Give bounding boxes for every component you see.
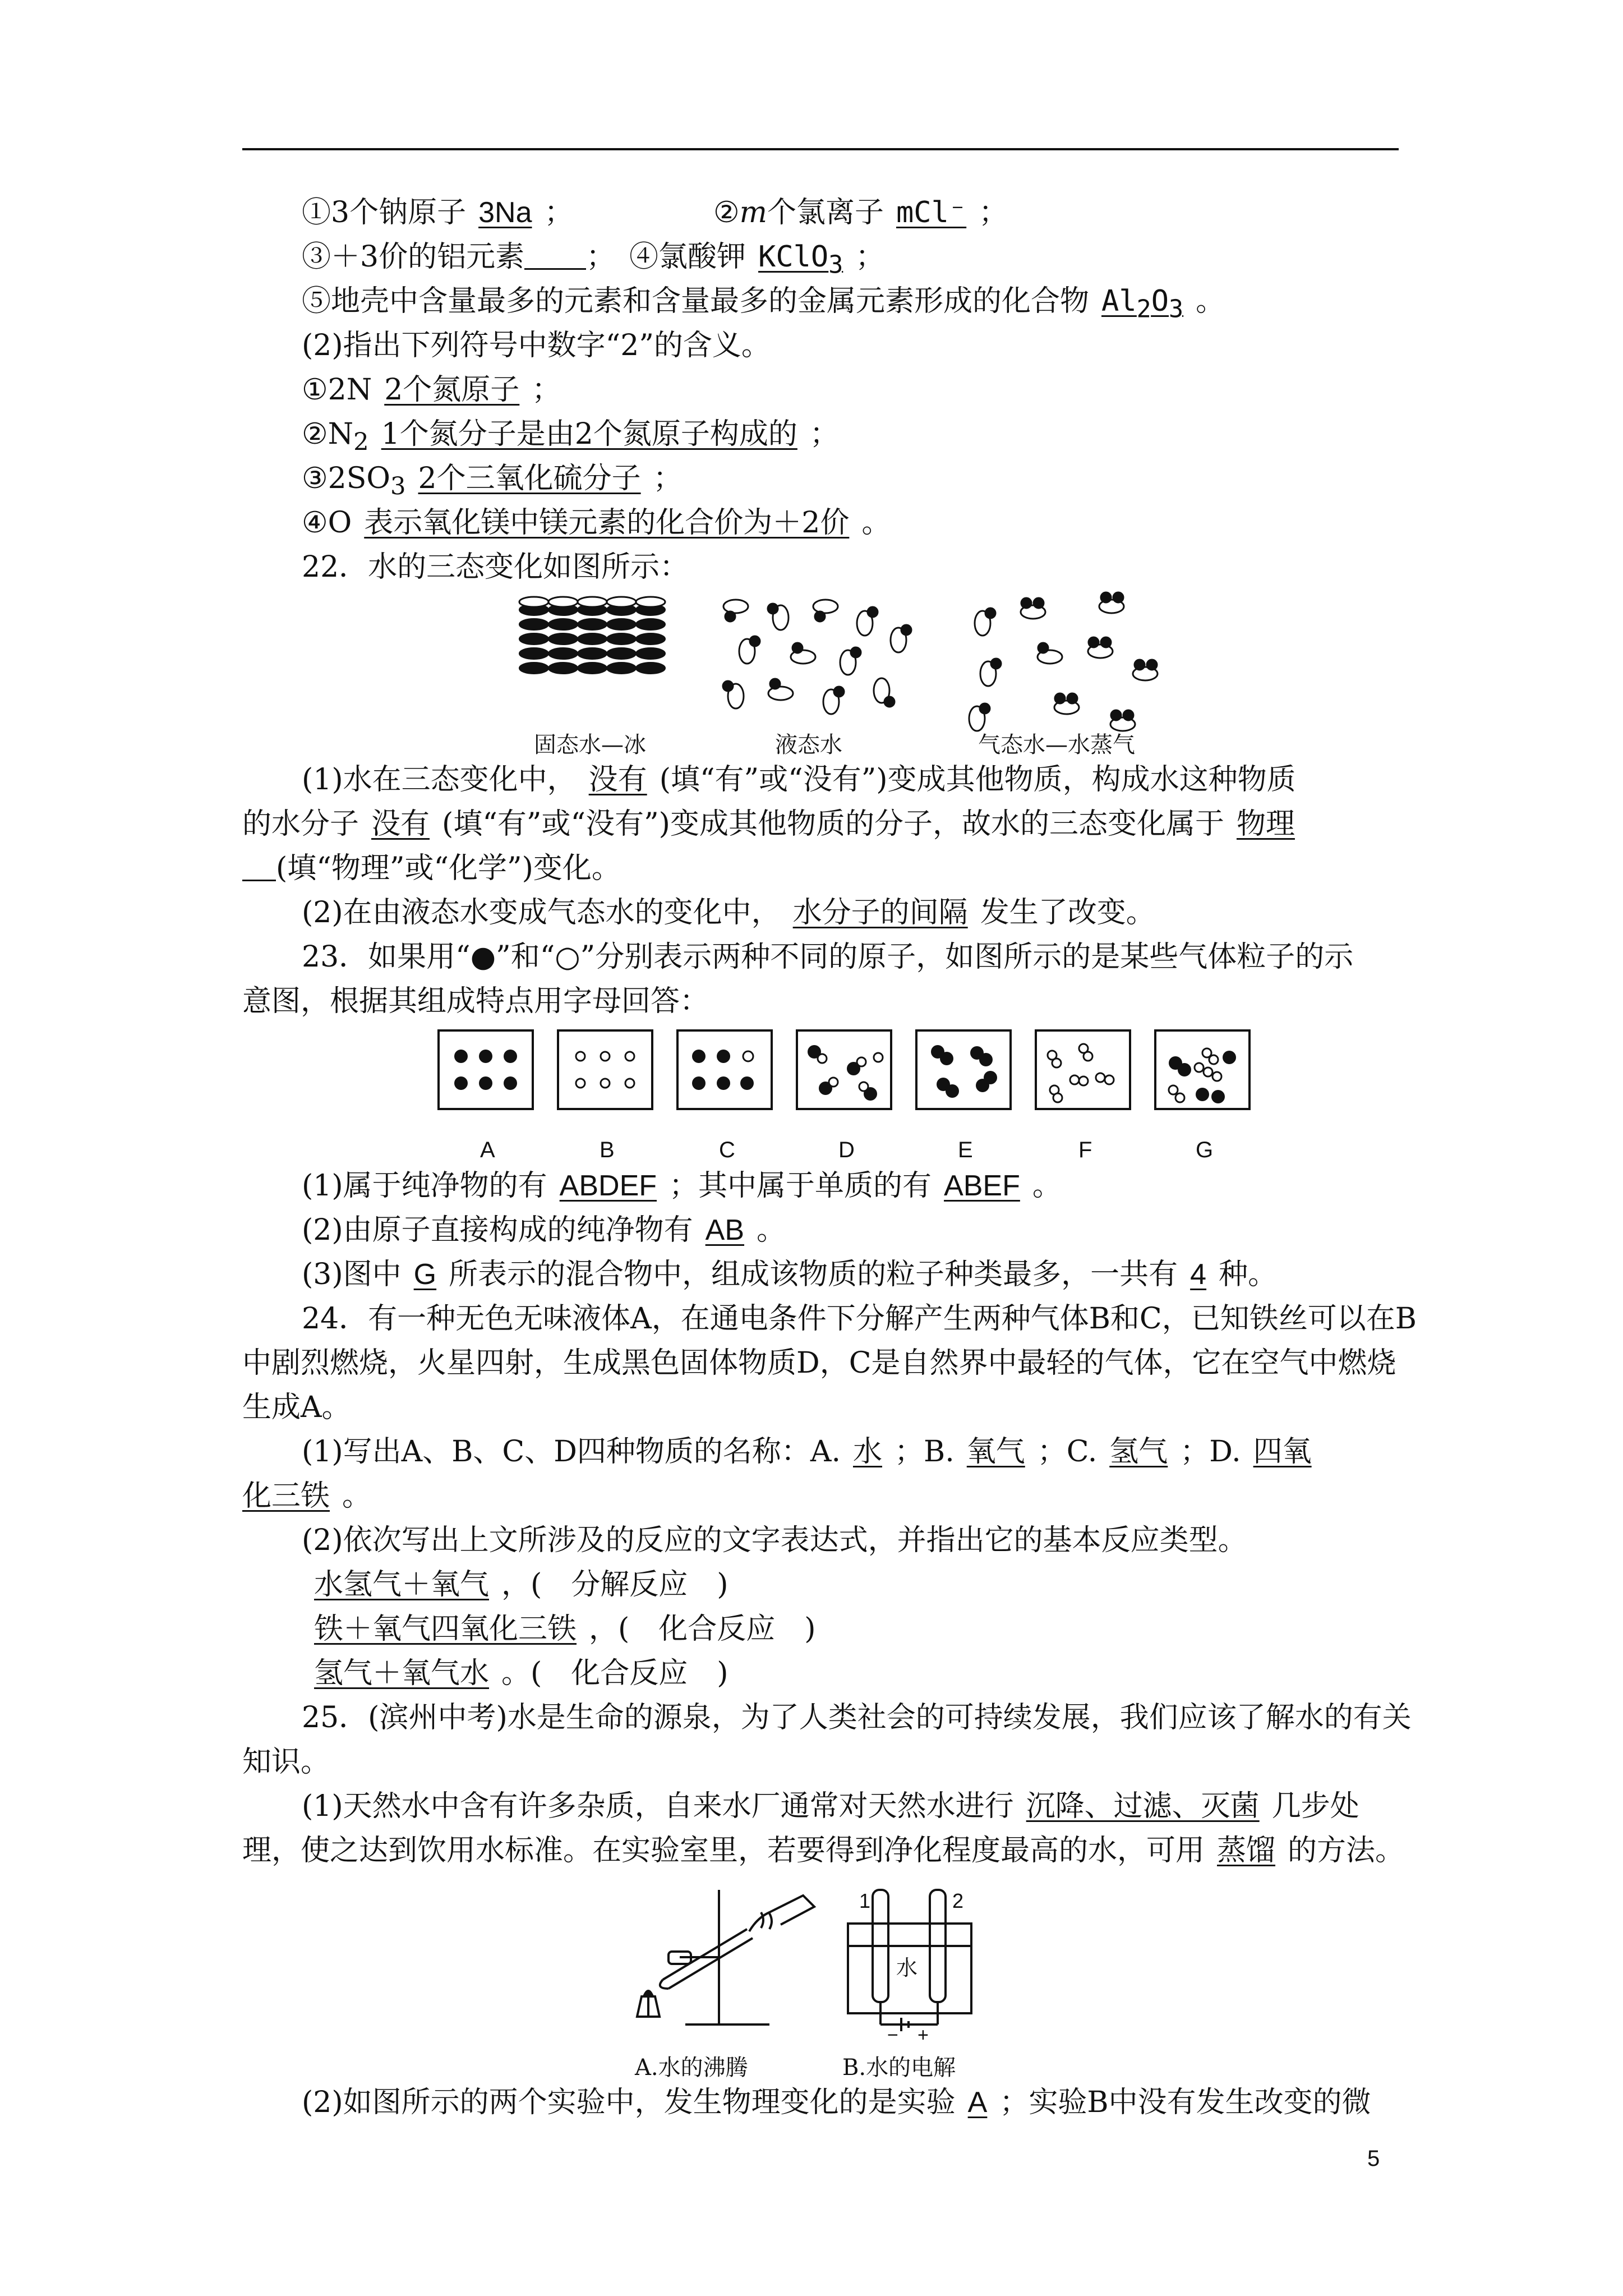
q24-reaction-2	[242, 1607, 1399, 1651]
answer-blank: 没有	[371, 807, 430, 841]
symbol: ①2N	[302, 373, 372, 407]
question-stem: 意图，根据其组成特点用字母回答：	[242, 984, 709, 1018]
formula-part: Al	[1101, 284, 1137, 318]
solid-water-molecules	[519, 597, 665, 674]
q21-line-5	[242, 368, 1399, 412]
box-c	[677, 1030, 772, 1109]
caption-electrolysis: B.水的电解	[842, 2055, 956, 2081]
subscript: 3	[1169, 295, 1184, 324]
q21-item-5: ⑤地壳中含量最多的元素和含量最多的金属元素形成的化合物	[302, 284, 1090, 318]
positive-terminal: +	[917, 2024, 929, 2046]
q21-line-8	[242, 501, 1399, 545]
reaction-type: ，( 化合反应 )	[589, 1612, 816, 1646]
boiling-apparatus	[637, 1890, 814, 2024]
gas-water-molecules	[969, 592, 1158, 731]
punct: ；	[855, 240, 885, 274]
answer-blank: 3Na	[478, 196, 532, 229]
punct: ；	[979, 196, 1008, 229]
answer-blank: 沉降、过滤、灭菌	[1026, 1789, 1260, 1823]
q23-answer-3	[242, 1253, 1399, 1297]
particle-boxes-figure	[242, 1024, 1399, 1164]
answer-blank: G	[413, 1258, 437, 1291]
q23-answer-1	[242, 1164, 1399, 1208]
question-stem: 知识。	[242, 1745, 330, 1779]
q22-answer-2	[242, 891, 1399, 935]
text: 。	[1032, 1169, 1062, 1203]
text: 理，使之达到饮用水标准。在实验室里，若要得到净化程度最高的水，可用	[242, 1834, 1205, 1867]
q21-item-3: ③＋3价的铝元素	[302, 240, 525, 274]
text: (2)在由液态水变成气态水的变化中，	[302, 896, 781, 930]
q24-stem-3	[242, 1386, 1399, 1430]
text: ；B.	[895, 1435, 955, 1469]
q21-item-1: ①3个钠原子	[302, 196, 467, 229]
text: 。	[757, 1213, 786, 1247]
label-f: F	[1078, 1138, 1092, 1162]
empty-answer-blank	[524, 243, 586, 270]
text: 的方法。	[1288, 1834, 1405, 1867]
caption-boiling: A.水的沸腾	[635, 2055, 748, 2081]
subscript: 3	[828, 251, 843, 279]
text: ；C.	[1037, 1435, 1098, 1469]
tube-label-1: 1	[859, 1889, 871, 1912]
answer-blank	[1089, 284, 1196, 324]
reaction-type: 。( 化合反应 )	[501, 1657, 728, 1690]
formula-part: O	[1151, 284, 1169, 318]
q22-answer-1b	[242, 802, 1399, 846]
answer-blank: 氢气	[1109, 1435, 1168, 1469]
tube-label-2: 2	[952, 1889, 964, 1912]
caption-solid: 固态水—冰	[534, 732, 646, 758]
text: (1)写出A、B、C、D四种物质的名称：A.	[302, 1435, 841, 1469]
instruction: (2)指出下列符号中数字“2”的含义。	[302, 329, 771, 362]
box-b	[558, 1030, 652, 1109]
question-stem: 23．如果用“●”和“○”分别表示两种不同的原子，如图所示的是某些气体粒子的示	[302, 940, 1354, 974]
q21-item-2	[713, 191, 1008, 235]
punct: 。	[1196, 284, 1225, 318]
answer-blank: 表示氧化镁中镁元素的化合价为＋2价	[364, 506, 850, 540]
q24-stem-2	[242, 1341, 1399, 1386]
question-stem: 24．有一种无色无味液体A，在通电条件下分解产生两种气体B和C，已知铁丝可以在B	[302, 1302, 1417, 1336]
caption-liquid: 液态水	[775, 732, 842, 758]
text: (填“物理”或“化学”)变化。	[276, 852, 621, 885]
box-e	[916, 1030, 1011, 1109]
water-states-figure	[242, 590, 1399, 758]
q21-line-1	[242, 191, 1399, 235]
text: (1)属于纯净物的有	[302, 1169, 547, 1203]
label-c: C	[719, 1138, 735, 1162]
answer-blank: 水氢气＋氧气	[314, 1568, 490, 1602]
answer-blank: ABDEF	[559, 1170, 657, 1202]
label-d: D	[838, 1138, 855, 1162]
text: (填“有”或“没有”)变成其他物质，构成水这种物质	[659, 763, 1296, 797]
q23-stem-2	[242, 979, 1399, 1024]
answer-blank: 4	[1190, 1258, 1207, 1291]
label-e: E	[958, 1138, 973, 1162]
page-number: 5	[1367, 2146, 1380, 2171]
answer-blank: 2个氮原子	[384, 373, 520, 407]
reaction-type: ，( 分解反应 )	[501, 1568, 728, 1602]
label: 个氯离子	[767, 196, 884, 229]
text: ；D.	[1180, 1435, 1241, 1469]
text: 。	[342, 1479, 372, 1513]
liquid-water-molecules	[723, 600, 911, 714]
answer-blank: 化三铁	[242, 1479, 330, 1513]
answer-blank: 1个氮分子是由2个氮原子构成的	[381, 417, 797, 451]
page-content	[242, 191, 1417, 2125]
question-stem: 22．水的三态变化如图所示：	[302, 550, 689, 584]
water-label: 水	[896, 1955, 918, 1980]
q25-stem-2	[242, 1740, 1399, 1784]
answer-blank: 氢气＋氧气水	[314, 1657, 490, 1690]
text: (2)如图所示的两个实验中，发生物理变化的是实验	[302, 2086, 956, 2119]
q23-answer-2	[242, 1208, 1399, 1253]
punct: ；	[809, 417, 839, 451]
text: 发生了改变。	[980, 896, 1155, 930]
answer-blank: 物理	[1236, 807, 1295, 841]
box-a	[439, 1030, 533, 1109]
answer-blank: 铁＋氧气四氧化三铁	[314, 1612, 577, 1646]
answer-blank: 水分子的间隔	[792, 896, 968, 930]
punct: ；	[532, 373, 561, 407]
experiment-diagrams	[242, 1873, 1399, 2041]
q22-title	[242, 545, 1399, 590]
q23-stem-1	[242, 935, 1399, 979]
q24-reaction-3	[242, 1651, 1399, 1696]
q25-answer-1b	[242, 1829, 1405, 1873]
answer-formula: KClO	[758, 240, 829, 274]
text: 所表示的混合物中，组成该物质的粒子种类最多，一共有	[449, 1258, 1178, 1291]
q21-line-2	[242, 235, 1399, 279]
blank-tail	[242, 855, 276, 881]
text: 种。	[1219, 1258, 1278, 1291]
subscript: 3	[390, 472, 406, 501]
text: (填“有”或“没有”)变成其他物质的分子，故水的三态变化属于	[442, 807, 1224, 841]
text: 几步处	[1271, 1789, 1359, 1823]
text: (2)由原子直接构成的纯净物有	[302, 1213, 693, 1247]
question-stem: 生成A。	[242, 1391, 351, 1424]
punct: 。	[861, 506, 891, 540]
answer-blank: 蒸馏	[1217, 1834, 1276, 1867]
text: (1)天然水中含有许多杂质，自来水厂通常对天然水进行	[302, 1789, 1014, 1823]
particle-boxes	[242, 1024, 1399, 1125]
text: 的水分子	[242, 807, 359, 841]
punct: ；	[586, 240, 616, 274]
symbol: ③2SO	[302, 462, 390, 495]
answer-blank: AB	[705, 1214, 745, 1246]
answer-blank: A	[967, 2086, 988, 2119]
caption-gas: 气态水—水蒸气	[978, 732, 1135, 758]
label-b: B	[600, 1138, 615, 1162]
negative-terminal: −	[887, 2024, 898, 2046]
q25-answer-2	[242, 2081, 1399, 2125]
q24-reaction-1	[242, 1563, 1399, 1607]
q21-part-2	[242, 324, 1399, 368]
box-d	[797, 1030, 891, 1109]
question-stem: 中剧烈燃烧，火星四射，生成黑色固体物质D，C是自然界中最轻的气体，它在空气中燃烧	[242, 1346, 1396, 1380]
subscript: 2	[1136, 295, 1151, 324]
box-f	[1036, 1030, 1130, 1109]
answer-blank: 四氧	[1253, 1435, 1312, 1469]
subscript: 2	[353, 428, 369, 457]
q24-stem-1	[242, 1297, 1417, 1341]
text: (3)图中	[302, 1258, 402, 1291]
answer-blank: 氧气	[966, 1435, 1025, 1469]
q25-stem-1	[242, 1696, 1412, 1740]
q22-answer-1c	[242, 846, 1399, 891]
symbol: ④O	[302, 506, 352, 540]
question-stem: 25．(滨州中考)水是生命的源泉，为了人类社会的可持续发展，我们应该了解水的有关	[302, 1701, 1412, 1734]
text: (1)水在三态变化中，	[302, 763, 577, 797]
label-g: G	[1196, 1138, 1214, 1162]
experiment-figure	[242, 1873, 1399, 2081]
punct: ；	[544, 196, 574, 229]
answer-blank: mCl⁻	[896, 196, 967, 229]
symbol: ②N	[302, 417, 354, 451]
q24-answer-2	[242, 1519, 1399, 1563]
q24-answer-1a	[242, 1430, 1399, 1474]
answer-blank: 没有	[588, 763, 647, 797]
label-a: A	[480, 1138, 495, 1162]
answer-blank: 2个三氧化硫分子	[418, 462, 641, 495]
q21-line-7	[242, 457, 1399, 501]
answer-blank: ABEF	[944, 1170, 1020, 1202]
q25-answer-1a	[242, 1784, 1399, 1829]
variable: m	[739, 196, 767, 229]
q21-line-6	[242, 412, 1399, 457]
q24-answer-1b	[242, 1474, 1399, 1519]
q21-line-3	[242, 279, 1399, 324]
q22-answer-1a	[242, 758, 1399, 802]
header-rule	[242, 148, 1399, 150]
answer-blank: 水	[853, 1435, 883, 1469]
text: ；实验B中没有发生改变的微	[999, 2086, 1371, 2119]
text: (2)依次写出上文所涉及的反应的文字表达式，并指出它的基本反应类型。	[302, 1524, 1247, 1557]
punct: ；	[653, 462, 683, 495]
label: ②	[713, 196, 740, 229]
text: ；其中属于单质的有	[669, 1169, 932, 1203]
label: ④氯酸钾	[629, 240, 746, 274]
